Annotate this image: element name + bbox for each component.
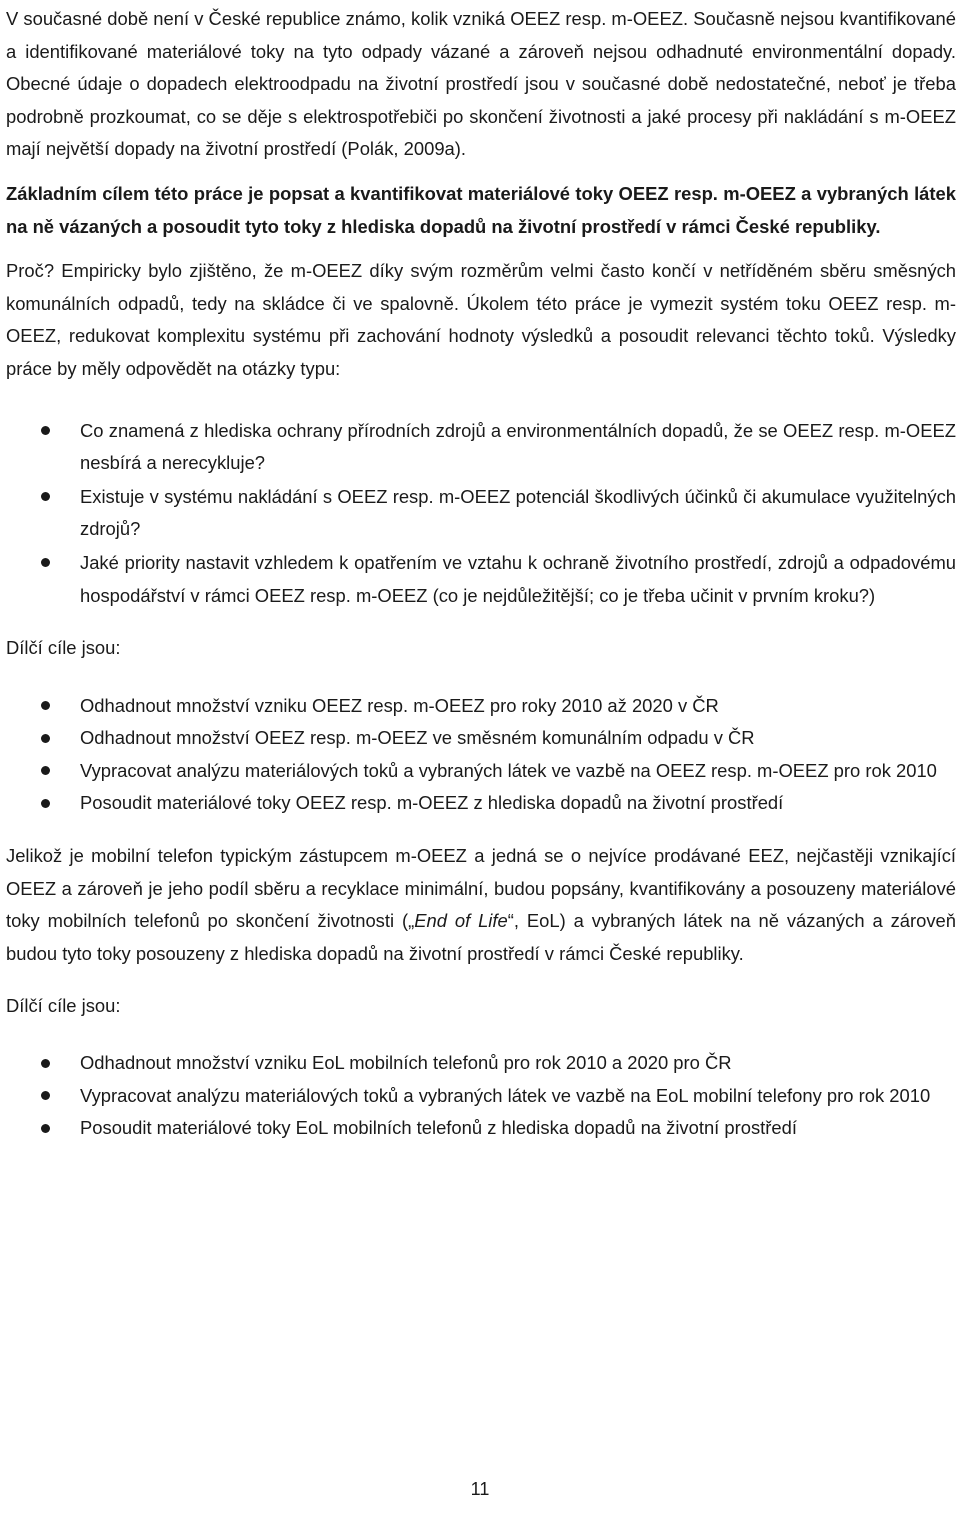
mobile-paragraph-text-start: Jelikož je mobilní telefon typickým zástupcem m-OEEZ a jedná se o nejvíce prodávané EEZ, nejčastěji vznikající OEEZ a zároveň je jeho podíl sběru a recyklace minimální, budou popsány, kvantifikovány a posouzeny materiálové toky mobilních telefonů po skončení životnosti („	[6, 845, 956, 932]
bullet-icon	[41, 1124, 50, 1133]
bullet-icon	[41, 701, 50, 710]
subgoals-list-2	[6, 1047, 956, 1145]
bullet-icon	[41, 734, 50, 743]
main-goal-paragraph: Základním cílem této práce je popsat a kvantifikovat materiálové toky OEEZ resp. m-OEEZ a vybraných látek na ně vázaných a posoudit tyto toky z hlediska dopadů na životní prostředí v rámci České republiky.	[6, 182, 956, 237]
list-item	[6, 787, 956, 820]
list-item	[6, 547, 956, 612]
end-of-life-term: End of Life	[414, 910, 508, 932]
bullet-icon	[41, 799, 50, 808]
list-item-text: Existuje v systému nakládání s OEEZ resp. m-OEEZ potenciál škodlivých účinků či akumulace využitelných zdrojů?	[80, 485, 956, 540]
list-item-text: Co znamená z hlediska ochrany přírodních zdrojů a environmentálních dopadů, že se OEEZ resp. m-OEEZ nesbírá a nerecykluje?	[80, 419, 956, 474]
bullet-icon	[41, 558, 50, 567]
list-item	[6, 690, 956, 723]
bullet-icon	[41, 492, 50, 501]
list-item-text: Vypracovat analýzu materiálových toků a vybraných látek ve vazbě na EoL mobilní telefony pro rok 2010	[80, 1084, 931, 1106]
list-item	[6, 722, 956, 755]
list-item	[6, 481, 956, 546]
list-item	[6, 755, 956, 788]
list-item-text: Jaké priority nastavit vzhledem k opatřením ve vztahu k ochraně životního prostředí, zdrojů a odpadovému hospodářství v rámci OEEZ resp. m-OEEZ (co je nejdůležitější; co je třeba učinit v prvním kroku?)	[80, 551, 956, 606]
subgoals-heading: Dílčí cíle jsou:	[6, 637, 121, 659]
list-item	[6, 415, 956, 480]
mobile-phone-paragraph	[6, 840, 956, 970]
mobile-paragraph-text-end: “, EoL) a vybraných látek na ně vázaných a zároveň budou tyto toky posouzeny z hlediska dopadů na životní prostředí v rámci České republiky.	[6, 910, 956, 964]
list-item-text: Vypracovat analýzu materiálových toků a vybraných látek ve vazbě na OEEZ resp. m-OEEZ pro rok 2010	[80, 759, 937, 781]
list-item-text: Odhadnout množství vzniku EoL mobilních telefonů pro rok 2010 a 2020 pro ČR	[80, 1052, 732, 1074]
page-number: 11	[470, 1479, 490, 1499]
list-item	[6, 1047, 956, 1080]
list-item-text: Posoudit materiálové toky OEEZ resp. m-OEEZ z hlediska dopadů na životní prostředí	[80, 792, 784, 814]
bullet-icon	[41, 1091, 50, 1100]
list-item-text: Posoudit materiálové toky EoL mobilních telefonů z hlediska dopadů na životní prostředí	[80, 1117, 797, 1139]
why-paragraph: Proč? Empiricky bylo zjištěno, že m-OEEZ díky svým rozměrům velmi často končí v netříděném sběru směsných komunálních odpadů, tedy na skládce či ve spalovně. Úkolem této práce je vymezit systém toku OEEZ resp. m-OEEZ, redukovat komplexitu systému při zachování hodnoty výsledků a posoudit relevanci těchto toků. Výsledky práce by měly odpovědět na otázky typu:	[6, 260, 956, 379]
subgoals-heading-2: Dílčí cíle jsou:	[6, 995, 121, 1017]
intro-paragraph: V současné době není v České republice známo, kolik vzniká OEEZ resp. m-OEEZ. Současně nejsou kvantifikované a identifikované materiálové toky na tyto odpady vázané a zároveň nejsou odhadnuté environmentální dopady. Obecné údaje o dopadech elektroodpadu na životní prostředí jsou v současné době nedostatečné, neboť je třeba podrobně prozkoumat, co se děje s elektrospotřebiči po skončení životnosti a jaké procesy při nakládání s m-OEEZ mají největší dopady na životní prostředí (Polák, 2009a).	[6, 8, 956, 160]
document-page	[6, 0, 956, 1145]
list-item	[6, 1080, 956, 1113]
bullet-icon	[41, 766, 50, 775]
questions-list	[6, 415, 956, 613]
subgoals-list	[6, 690, 956, 820]
list-item-text: Odhadnout množství vzniku OEEZ resp. m-OEEZ pro roky 2010 až 2020 v ČR	[80, 694, 719, 716]
list-item-text: Odhadnout množství OEEZ resp. m-OEEZ ve směsném komunálním odpadu v ČR	[80, 727, 755, 749]
bullet-icon	[41, 1059, 50, 1068]
list-item	[6, 1112, 956, 1145]
bullet-icon	[41, 426, 50, 435]
